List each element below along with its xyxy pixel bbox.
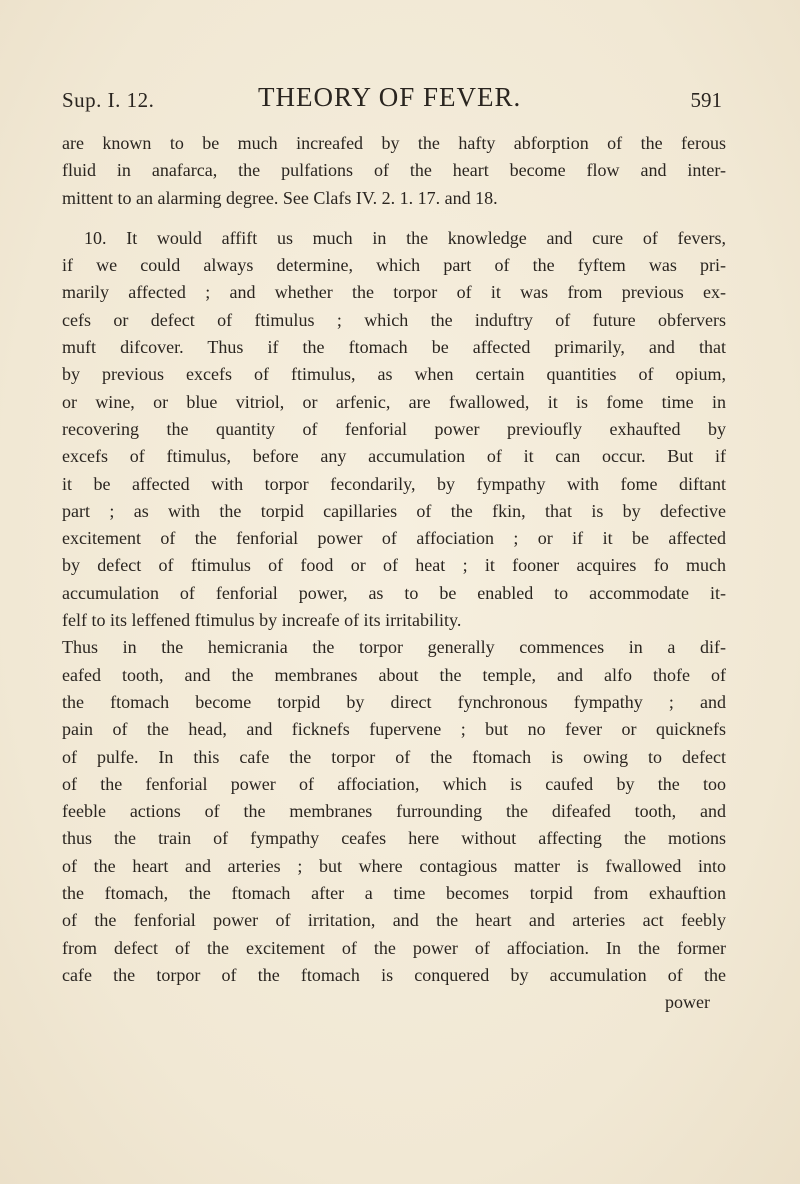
- text-line: feeble actions of the membranes furrounding the difeafed tooth, and: [62, 801, 726, 822]
- section-reference: Sup. I. 12.: [62, 88, 155, 112]
- text-line: by previous excefs of ftimulus, as when certain quantities of opium,: [62, 364, 726, 385]
- text-line: marily affected ; and whether the torpor of it was from previous ex-: [62, 282, 726, 303]
- text-line: excefs of ftimulus, before any accumulation of it can occur. But if: [62, 446, 726, 467]
- text-line: of the fenforial power of irritation, and the heart and arteries act feebly: [62, 910, 726, 931]
- text-line: recovering the quantity of fenforial power previoufly exhaufted by: [62, 418, 726, 439]
- text-line: cefs or defect of ftimulus ; which the induftry of future obfervers: [62, 309, 726, 330]
- text-line: of the fenforial power of affociation, which is caufed by the too: [62, 773, 726, 794]
- text-line: thus the train of fympathy ceafes here without affecting the motions: [62, 828, 726, 849]
- text-line: part ; as with the torpid capillaries of the fkin, that is by defective: [62, 500, 726, 521]
- text-line: mittent to an alarming degree. See Clafs IV. 2. 1. 17. and 18.: [62, 187, 498, 208]
- text-line: of the heart and arteries ; but where contagious matter is fwallowed into: [62, 855, 726, 876]
- text-line: of pulfe. In this cafe the torpor of the ftomach is owing to defect: [62, 746, 726, 767]
- text-line: fluid in anafarca, the pulfations of the heart become flow and inter-: [62, 160, 726, 181]
- text-line: it be affected with torpor fecondarily, by fympathy with fome diftant: [62, 473, 726, 494]
- running-title: THEORY OF FEVER.: [258, 82, 522, 112]
- text-line: pain of the head, and ficknefs fupervene ; but no fever or quicknefs: [62, 719, 726, 740]
- page-number: 591: [690, 88, 722, 112]
- catchword: power: [665, 992, 710, 1013]
- paragraph-start-line: 10. It would affift us much in the knowledge and cure of fevers,: [84, 227, 726, 248]
- text-line: excitement of the fenforial power of affociation ; or if it be affected: [62, 528, 726, 549]
- text-line: the ftomach become torpid by direct fynchronous fympathy ; and: [62, 691, 726, 712]
- text-line: by defect of ftimulus of food or of heat ; it fooner acquires fo much: [62, 555, 726, 576]
- text-line: felf to its leffened ftimulus by increafe of its irritability.: [62, 610, 462, 631]
- text-line: from defect of the excitement of the power of affociation. In the former: [62, 937, 726, 958]
- text-line: the ftomach, the ftomach after a time becomes torpid from exhauftion: [62, 883, 726, 904]
- text-line: if we could always determine, which part of the fyftem was pri-: [62, 255, 726, 276]
- running-header: [62, 82, 722, 116]
- text-line: or wine, or blue vitriol, or arfenic, are fwallowed, it is fome time in: [62, 391, 726, 412]
- text-line: are known to be much increafed by the hafty abforption of the ferous: [62, 133, 726, 153]
- text-line: Thus in the hemicrania the torpor generally commences in a dif-: [62, 637, 726, 658]
- text-line: eafed tooth, and the membranes about the temple, and alfo thofe of: [62, 664, 726, 685]
- text-line: accumulation of fenforial power, as to be enabled to accommodate it-: [62, 582, 726, 603]
- body-text: [62, 130, 726, 1017]
- text-line: muft difcover. Thus if the ftomach be affected primarily, and that: [62, 337, 726, 358]
- text-line: cafe the torpor of the ftomach is conquered by accumulation of the: [62, 964, 726, 985]
